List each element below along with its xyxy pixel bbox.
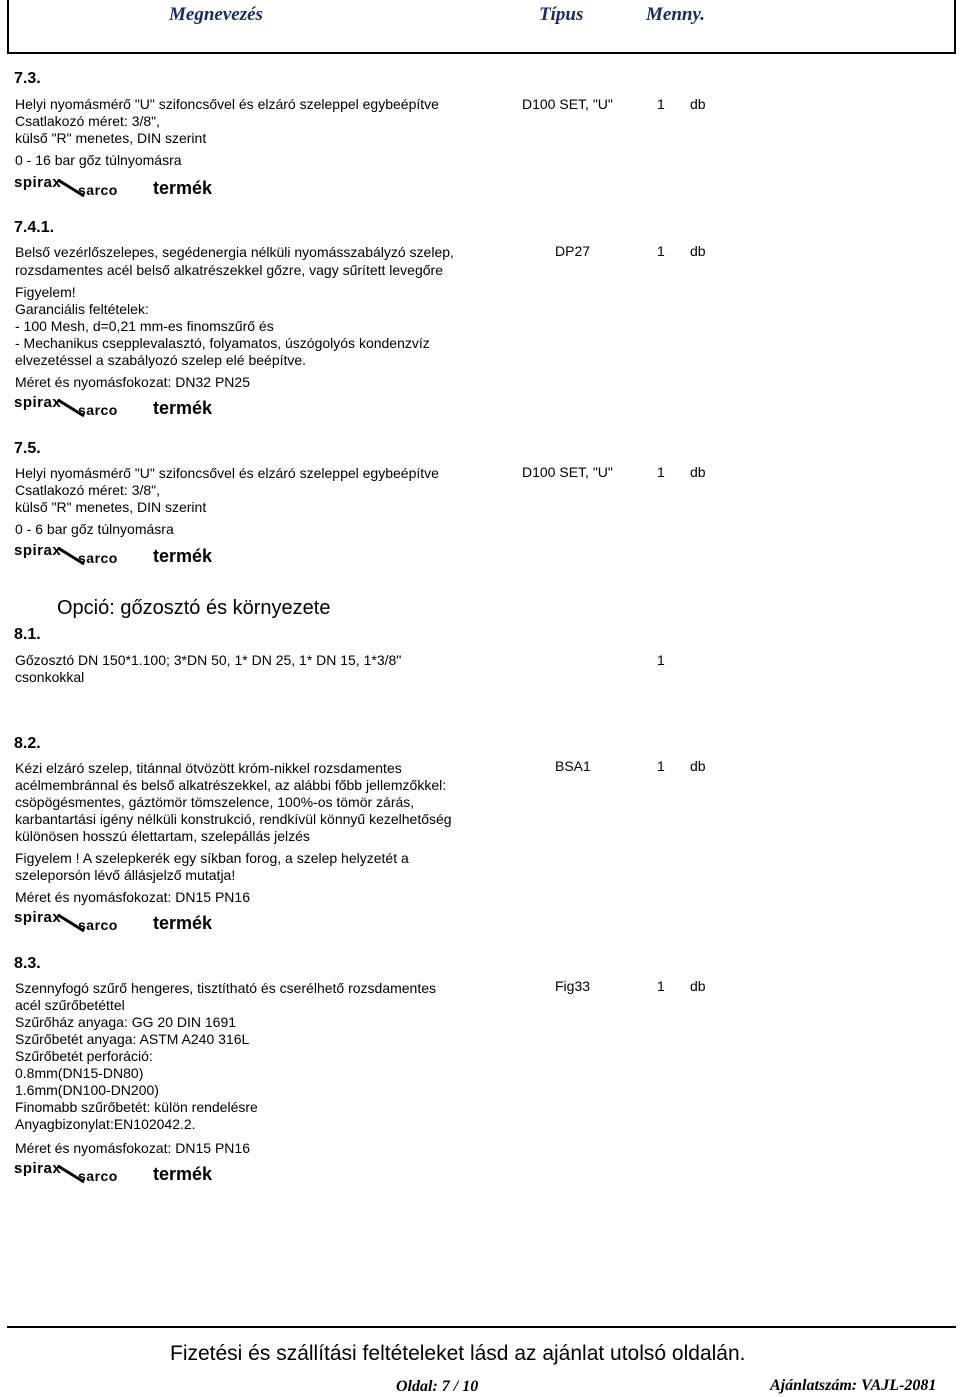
- item-size: Méret és nyomásfokozat: DN32 PN25: [15, 374, 250, 390]
- item-type: D100 SET, "U": [522, 464, 613, 480]
- spirax-sarco-logo: [14, 909, 129, 935]
- item-description-line: Helyi nyomásmérő "U" szifoncsővel és elzáró szeleppel egybeépítve: [15, 96, 439, 112]
- table-header: [7, 0, 956, 54]
- item-description-line: Csatlakozó méret: 3/8",: [15, 113, 161, 129]
- item-description-line: Belső vezérlőszelepes, segédenergia nélküli nyomásszabályzó szelep,: [15, 244, 454, 260]
- item-quantity: 1: [657, 243, 665, 259]
- logo-text-sarco: sarco: [78, 1168, 118, 1184]
- item-description-line: acélmembránnal és belső alkatrészekkel, az alábbi főbb jellemzőkkel:: [15, 777, 447, 793]
- item-number: 8.1.: [14, 626, 41, 643]
- item-description-line: Csatlakozó méret: 3/8",: [15, 482, 161, 498]
- item-description-line: acél szűrőbetéttel: [15, 997, 125, 1013]
- item-quantity: 1: [657, 652, 665, 668]
- spirax-sarco-logo: [14, 394, 129, 420]
- item-description-line: külső "R" menetes, DIN szerint: [15, 130, 207, 146]
- item-description-line: Szennyfogó szűrő hengeres, tisztítható és cserélhető rozsdamentes: [15, 980, 437, 996]
- logo-swoosh-icon: [14, 394, 129, 420]
- header-qty-column: Menny.: [646, 4, 705, 25]
- item-type: DP27: [555, 243, 591, 259]
- item-description-line: Kézi elzáró szelep, titánnal ötvözött króm-nikkel rozsdamentes: [15, 760, 402, 776]
- header-name-column: Megnevezés: [169, 4, 263, 25]
- logo-swoosh-icon: [14, 174, 129, 200]
- item-unit: db: [690, 243, 706, 259]
- item-type: D100 SET, "U": [522, 96, 613, 112]
- item-warning-line: Figyelem!: [15, 284, 76, 300]
- option-section-title: Opció: gőzosztó és környezete: [57, 597, 331, 619]
- item-description-line: Finomabb szűrőbetét: külön rendelésre: [15, 1099, 258, 1115]
- item-size: Méret és nyomásfokozat: DN15 PN16: [15, 889, 250, 905]
- logo-text-spirax: spirax: [14, 1160, 62, 1177]
- logo-swoosh-icon: [14, 1160, 129, 1186]
- product-label: termék: [153, 546, 213, 566]
- item-description-line: Anyagbizonylat:EN102042.2.: [15, 1116, 196, 1132]
- item-description-line: rozsdamentes acél belső alkatrészekkel gőzre, vagy sűrített levegőre: [15, 262, 443, 278]
- spirax-sarco-logo: [14, 1160, 129, 1186]
- item-warning-line: - 100 Mesh, d=0,21 mm-es finomszűrő és: [15, 318, 274, 334]
- item-quantity: 1: [657, 758, 665, 774]
- item-unit: db: [690, 758, 706, 774]
- product-label: termék: [153, 913, 213, 933]
- item-description-line: karbantartási igény nélküli konstrukció, rendkívül könnyű kezelhetőség: [15, 811, 452, 827]
- logo-swoosh-icon: [14, 542, 129, 568]
- item-description-line: Szűrőbetét anyaga: ASTM A240 316L: [15, 1031, 250, 1047]
- item-number: 7.5.: [14, 440, 41, 457]
- item-unit: db: [690, 464, 706, 480]
- logo-text-sarco: sarco: [78, 402, 118, 418]
- item-description-line: Szűrőbetét perforáció:: [15, 1048, 153, 1064]
- product-label: termék: [153, 1164, 213, 1184]
- item-unit: db: [690, 978, 706, 994]
- product-label: termék: [153, 398, 213, 418]
- logo-text-spirax: spirax: [14, 909, 62, 926]
- item-unit: db: [690, 96, 706, 112]
- item-warning-line: elvezetéssel a szabályozó szelep elé beépítve.: [15, 352, 307, 368]
- logo-swoosh-icon: [14, 909, 129, 935]
- item-quantity: 1: [657, 464, 665, 480]
- page-number: Oldal: 7 / 10: [396, 1378, 479, 1395]
- header-type-column: Típus: [539, 4, 584, 25]
- item-number: 8.2.: [14, 735, 41, 752]
- item-quantity: 1: [657, 978, 665, 994]
- item-number: 7.4.1.: [14, 219, 55, 236]
- item-description-line: csöpögésmentes, gáztömör tömszelence, 100%-os tömör zárás,: [15, 794, 415, 810]
- item-size: Méret és nyomásfokozat: DN15 PN16: [15, 1140, 250, 1156]
- item-description-line: különösen hosszú élettartam, szelepállás jelzés: [15, 828, 310, 844]
- logo-text-spirax: spirax: [14, 542, 62, 559]
- item-description-line: 0.8mm(DN15-DN80): [15, 1065, 144, 1081]
- item-description-line: 1.6mm(DN100-DN200): [15, 1082, 159, 1098]
- logo-text-sarco: sarco: [78, 917, 118, 933]
- item-description-line: csonkokkal: [15, 669, 85, 685]
- item-description-line: külső "R" menetes, DIN szerint: [15, 499, 207, 515]
- spirax-sarco-logo: [14, 542, 129, 568]
- logo-text-spirax: spirax: [14, 394, 62, 411]
- spirax-sarco-logo: [14, 174, 129, 200]
- item-quantity: 1: [657, 96, 665, 112]
- footer-divider: [7, 1326, 956, 1328]
- item-warning-line: - Mechanikus csepplevalasztó, folyamatos, úszógolyós kondenzvíz: [15, 335, 430, 351]
- logo-text-sarco: sarco: [78, 550, 118, 566]
- offer-number: Ajánlatszám: VAJL-2081: [770, 1377, 937, 1394]
- item-description-line: Szűrőház anyaga: GG 20 DIN 1691: [15, 1014, 237, 1030]
- logo-text-spirax: spirax: [14, 174, 62, 191]
- item-type: BSA1: [555, 758, 591, 774]
- item-type: Fig33: [555, 978, 591, 994]
- item-number: 7.3.: [14, 70, 41, 87]
- logo-text-sarco: sarco: [78, 182, 118, 198]
- item-number: 8.3.: [14, 955, 41, 972]
- footer-terms: Fizetési és szállítási feltételeket lásd az ajánlat utolsó oldalán.: [170, 1342, 746, 1365]
- item-pressure-range: 0 - 16 bar gőz túlnyomásra: [15, 152, 182, 168]
- item-warning-line: Figyelem ! A szelepkerék egy síkban forog, a szelep helyzetét a: [15, 850, 409, 866]
- item-warning-line: szeleporsón lévő állásjelző mutatja!: [15, 867, 236, 883]
- item-warning-line: Garanciális feltételek:: [15, 301, 149, 317]
- item-pressure-range: 0 - 6 bar gőz túlnyomásra: [15, 521, 174, 537]
- product-label: termék: [153, 178, 213, 198]
- item-description-line: Helyi nyomásmérő "U" szifoncsővel és elzáró szeleppel egybeépítve: [15, 465, 439, 481]
- item-description-line: Gőzosztó DN 150*1.100; 3*DN 50, 1* DN 25, 1* DN 15, 1*3/8": [15, 652, 402, 668]
